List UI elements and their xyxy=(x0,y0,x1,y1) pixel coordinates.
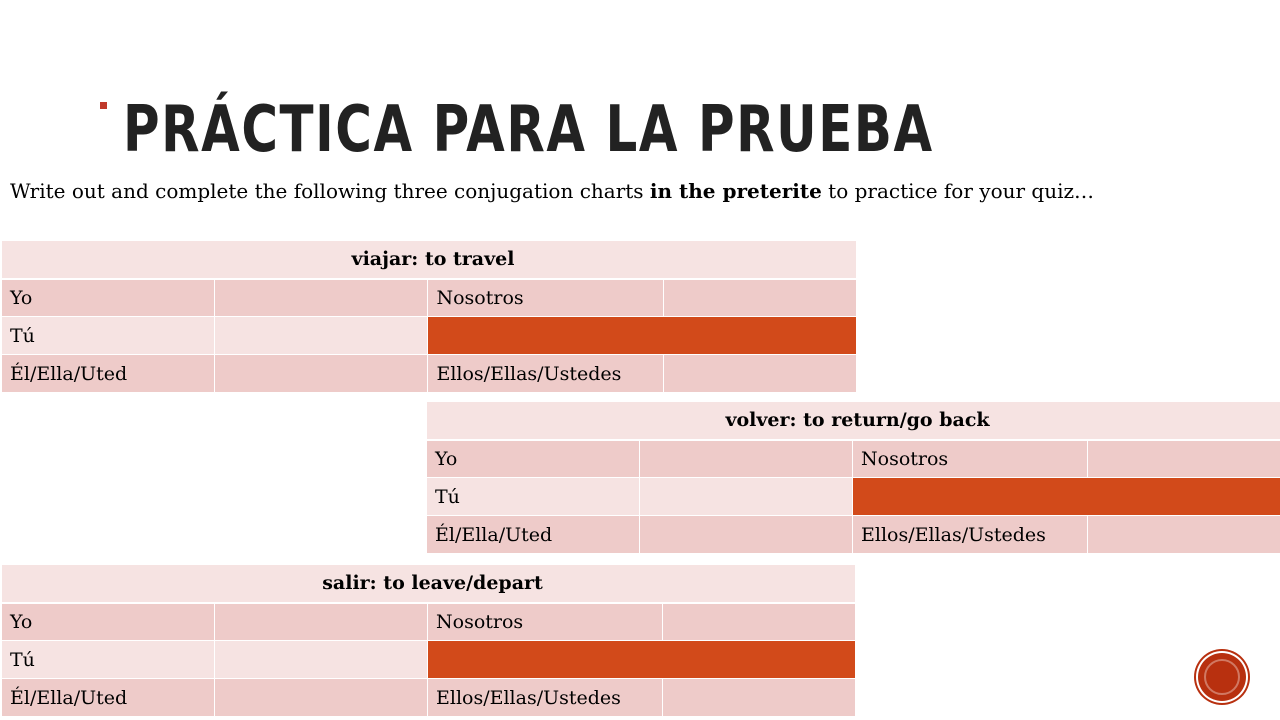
answer-cell-el[interactable] xyxy=(215,355,428,393)
pronoun-tu: Tú xyxy=(2,317,215,355)
answer-cell-yo[interactable] xyxy=(640,440,853,478)
answer-cell-nosotros[interactable] xyxy=(1088,440,1280,478)
pronoun-yo: Yo xyxy=(427,440,640,478)
pronoun-el: Él/Ella/Uted xyxy=(427,516,640,554)
instructions-part2: to practice for your quiz… xyxy=(821,179,1095,203)
pronoun-nosotros: Nosotros xyxy=(428,603,663,641)
pronoun-ellos: Ellos/Ellas/Ustedes xyxy=(428,679,663,717)
pronoun-yo: Yo xyxy=(2,603,215,641)
pronoun-nosotros: Nosotros xyxy=(428,279,663,317)
answer-cell-yo[interactable] xyxy=(215,603,428,641)
pronoun-tu: Tú xyxy=(2,641,215,679)
answer-cell-el[interactable] xyxy=(215,679,428,717)
pronoun-ellos: Ellos/Ellas/Ustedes xyxy=(428,355,663,393)
answer-cell-ellos[interactable] xyxy=(663,679,856,717)
conjugation-table-volver xyxy=(426,401,1280,554)
pronoun-ellos: Ellos/Ellas/Ustedes xyxy=(853,516,1088,554)
next-slide-circle-icon xyxy=(1204,659,1240,695)
pronoun-tu: Tú xyxy=(427,478,640,516)
vosotros-blocked-cell xyxy=(853,478,1280,516)
table-header: volver: to return/go back xyxy=(427,402,1280,440)
instructions-text xyxy=(10,178,1190,204)
next-slide-button[interactable] xyxy=(1198,653,1246,701)
answer-cell-ellos[interactable] xyxy=(1088,516,1280,554)
vosotros-blocked-cell xyxy=(428,641,856,679)
conjugation-table-viajar xyxy=(1,240,857,393)
answer-cell-ellos[interactable] xyxy=(663,355,856,393)
conjugation-table-salir xyxy=(1,564,856,717)
answer-cell-tu[interactable] xyxy=(215,317,428,355)
vosotros-blocked-cell xyxy=(428,317,857,355)
pronoun-el: Él/Ella/Uted xyxy=(2,355,215,393)
title-bullet-icon xyxy=(100,102,107,109)
instructions-bold: in the preterite xyxy=(649,179,822,203)
answer-cell-nosotros[interactable] xyxy=(663,603,856,641)
answer-cell-tu[interactable] xyxy=(640,478,853,516)
table-header: viajar: to travel xyxy=(2,241,857,279)
slide-title: PRÁCTICA PARA LA PRUEBA xyxy=(123,93,934,167)
pronoun-nosotros: Nosotros xyxy=(853,440,1088,478)
answer-cell-el[interactable] xyxy=(640,516,853,554)
answer-cell-tu[interactable] xyxy=(215,641,428,679)
table-header: salir: to leave/depart xyxy=(2,565,856,603)
pronoun-yo: Yo xyxy=(2,279,215,317)
instructions-part1: Write out and complete the following three conjugation charts xyxy=(10,179,650,203)
answer-cell-yo[interactable] xyxy=(215,279,428,317)
pronoun-el: Él/Ella/Uted xyxy=(2,679,215,717)
answer-cell-nosotros[interactable] xyxy=(663,279,856,317)
